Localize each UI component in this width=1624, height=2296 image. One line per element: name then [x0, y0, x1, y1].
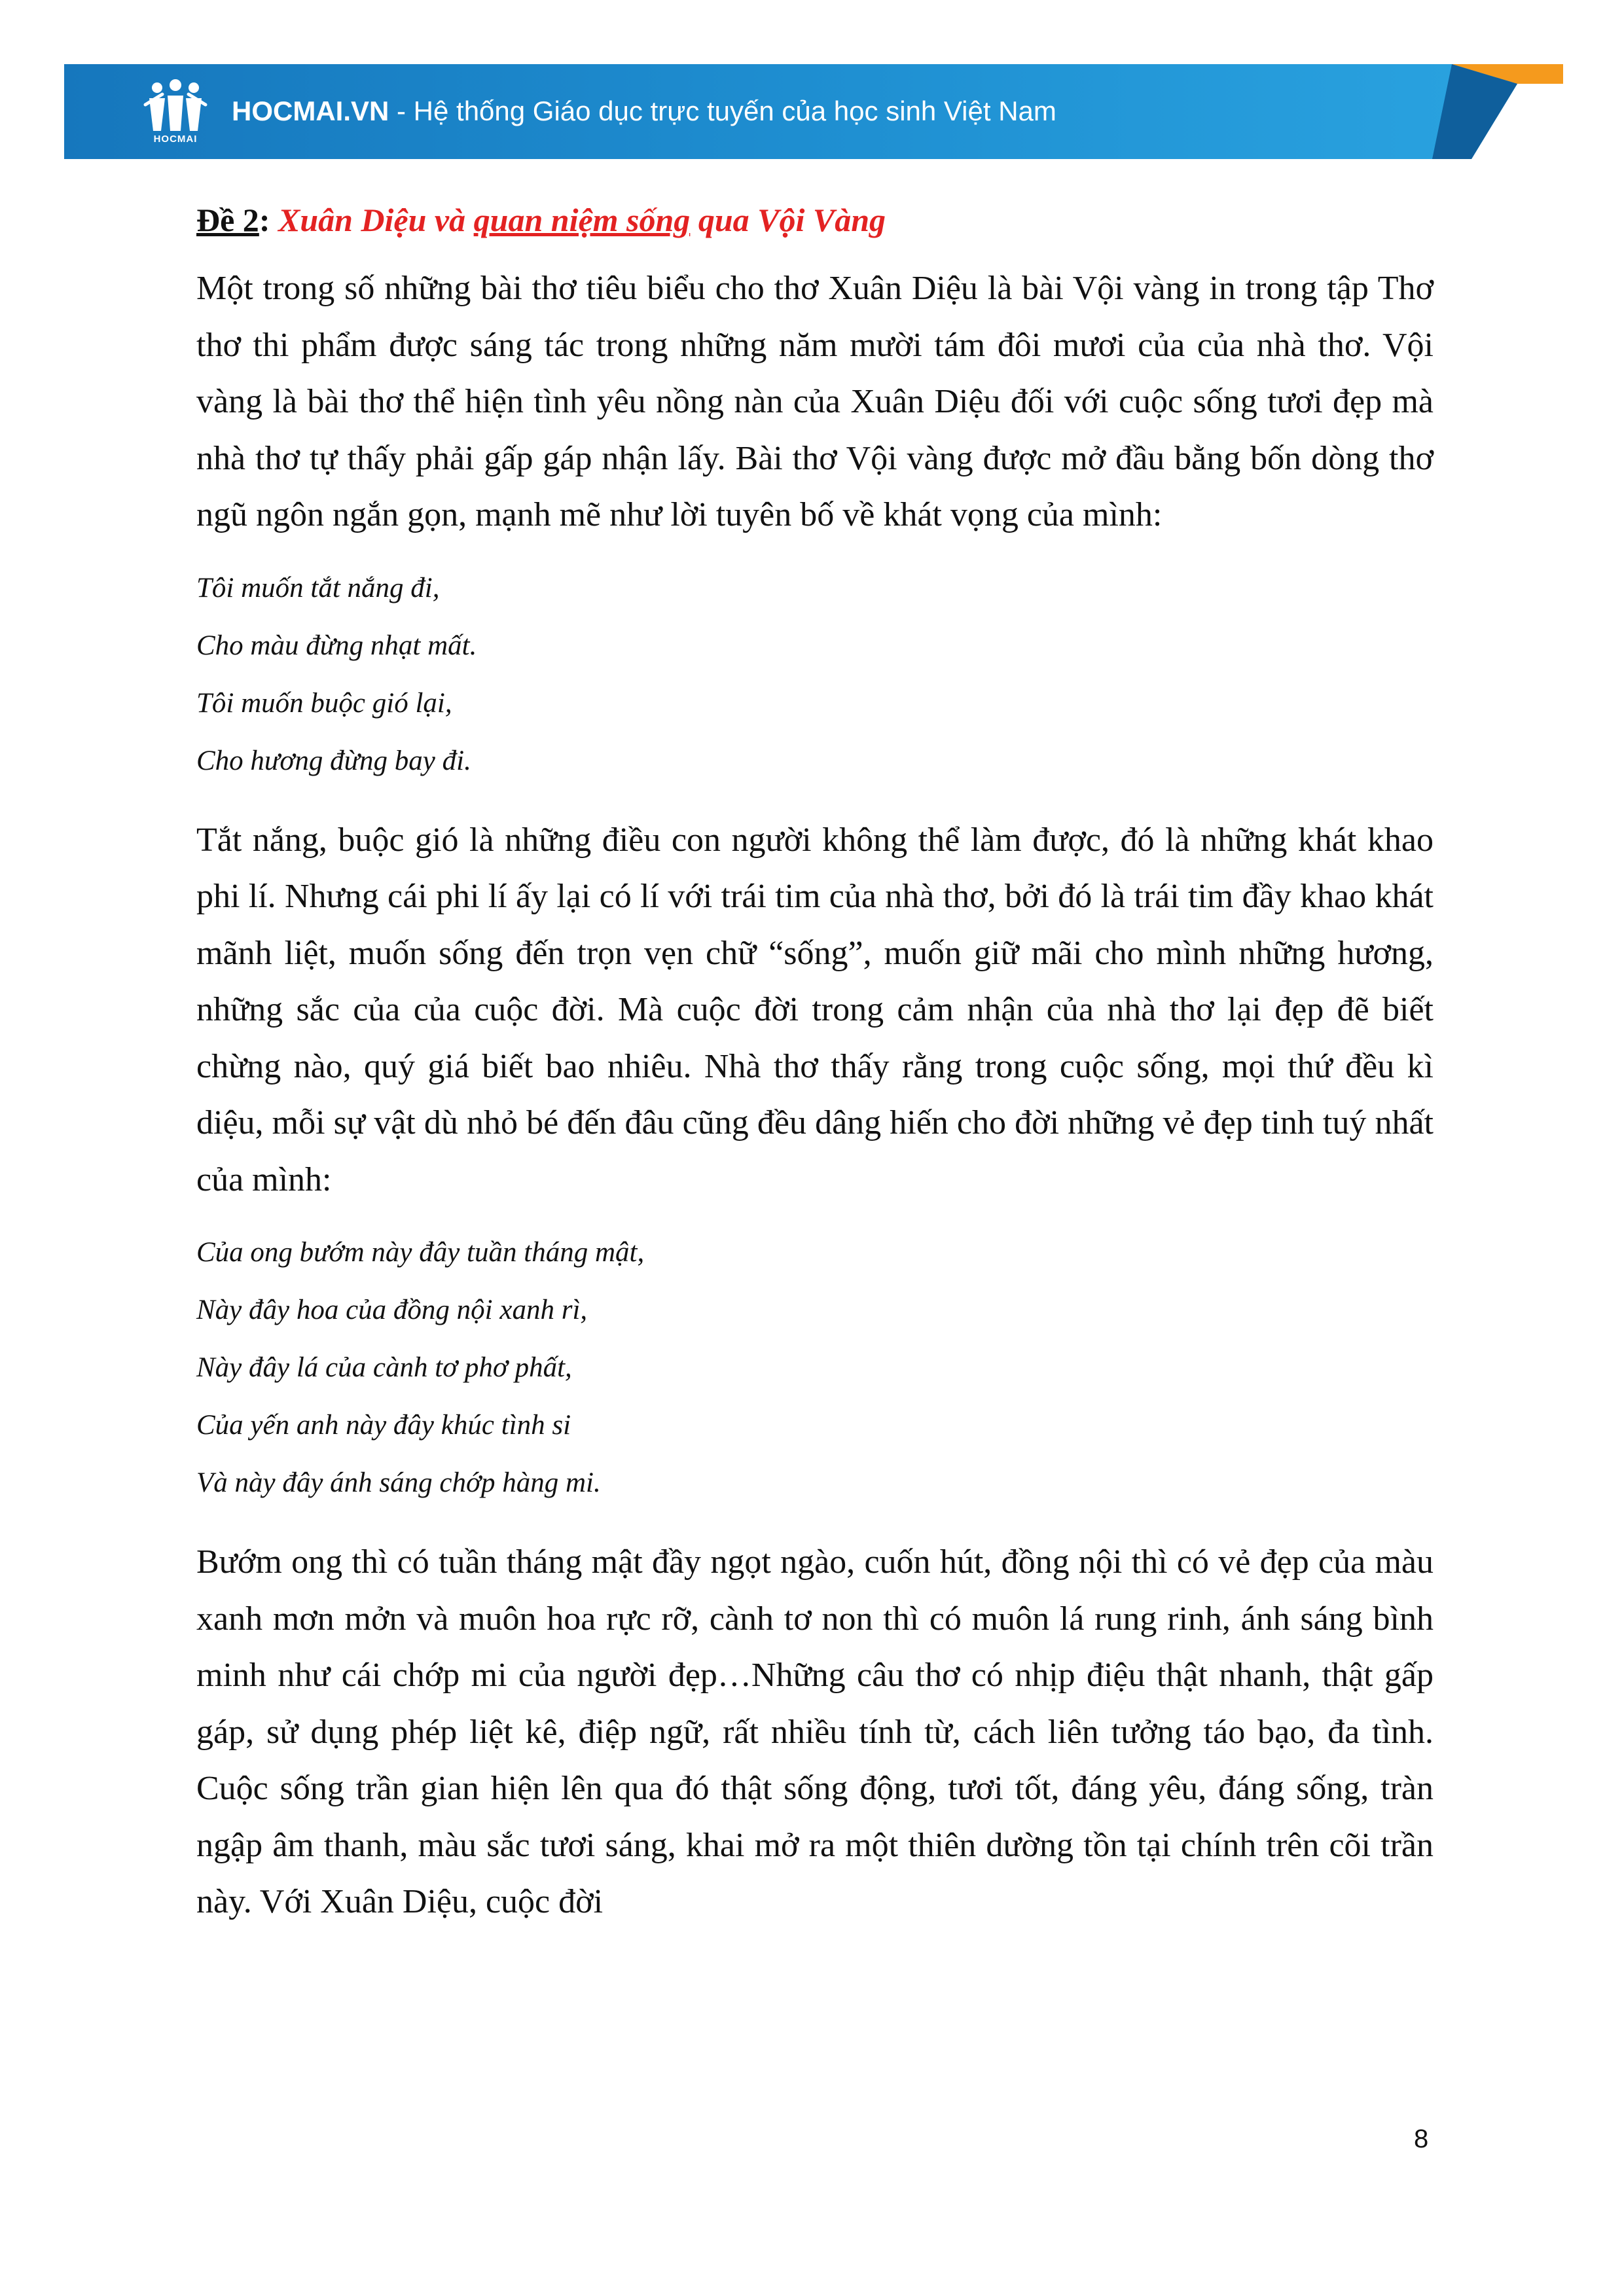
poem-line: Của yến anh này đây khúc tình si	[196, 1410, 571, 1441]
page-title	[196, 196, 1434, 243]
document-body	[196, 196, 1434, 1931]
banner-tagline: - Hệ thống Giáo dục trực tuyến của học sinh Việt Nam	[389, 96, 1056, 126]
poem-excerpt-2	[196, 1224, 1434, 1512]
poem-line: Này đây lá của cành tơ phơ phất,	[196, 1352, 572, 1383]
heading-title-underlined: quan niệm sống	[473, 202, 691, 238]
logo-figures-icon	[143, 79, 208, 134]
poem-line: Và này đây ánh sáng chớp hàng mi.	[196, 1467, 601, 1498]
poem-line: Cho hương đừng bay đi.	[196, 745, 471, 776]
poem-line: Tôi muốn tắt nắng đi,	[196, 572, 440, 603]
paragraph-3: Bướm ong thì có tuần tháng mật đầy ngọt ngào, cuốn hút, đồng nội thì có vẻ đẹp của màu xanh mơn mởn và muôn hoa rực rỡ, cành tơ non thì có muôn lá rung rinh, ánh sáng bình minh như cái chớp mi của người đẹp…Những câu thơ có nhịp điệu thật nhanh, thật gấp gáp, sử dụng phép liệt kê, điệp ngữ, rất nhiều tính từ, cách liên tưởng táo bạo, đa tình. Cuộc sống trần gian hiện lên qua đó thật sống động, tươi tốt, đáng yêu, đáng sống, tràn ngập âm thanh, màu sắc tươi sáng, khai mở ra một thiên dường tồn tại chính trên cõi trần này. Với Xuân Diệu, cuộc đời	[196, 1543, 1434, 1920]
poem-line: Tôi muốn buộc gió lại,	[196, 687, 452, 719]
hocmai-logo	[143, 79, 208, 149]
banner-title	[232, 96, 1056, 127]
heading-title-part2: qua Vội Vàng	[690, 202, 886, 238]
heading-label: Đề 2	[196, 202, 259, 238]
page-number: 8	[1414, 2125, 1429, 2153]
poem-line: Này đây hoa của đồng nội xanh rì,	[196, 1295, 588, 1325]
paragraph-2: Tắt nắng, buộc gió là những điều con người không thể làm được, đó là những khát khao phi lí. Nhưng cái phi lí ấy lại có lí với trái tim của nhà thơ, bởi đó là trái tim đầy khao khát mãnh liệt, muốn sống đến trọn vẹn chữ “sống”, muốn giữ mãi cho mình những hương, những sắc của của cuộc đời. Mà cuộc đời trong cảm nhận của nhà thơ lại đẹp đẽ biết chừng nào, quý giá biết bao nhiêu. Nhà thơ thấy rằng trong cuộc sống, mọi thứ đều kì diệu, mỗi sự vật dù nhỏ bé đến đâu cũng đều dâng hiến cho đời những vẻ đẹp tinh tuý nhất của mình:	[196, 821, 1434, 1198]
heading-title-part1: Xuân Diệu và	[278, 202, 474, 238]
header-banner	[64, 64, 1563, 162]
logo-text: HOCMAI	[153, 134, 198, 145]
poem-excerpt-1	[196, 560, 1434, 790]
brand-name: HOCMAI.VN	[232, 96, 389, 126]
heading-title	[278, 202, 886, 238]
heading-colon: :	[259, 202, 278, 238]
poem-line: Cho màu đừng nhạt mất.	[196, 630, 477, 661]
paragraph-1: Một trong số những bài thơ tiêu biểu cho thơ Xuân Diệu là bài Vội vàng in trong tập Thơ thơ thi phẩm được sáng tác trong những năm mười tám đôi mươi của của nhà thơ. Vội vàng là bài thơ thể hiện tình yêu nồng nàn của Xuân Diệu đối với cuộc sống tươi đẹp mà nhà thơ tự thấy phải gấp gáp nhận lấy. Bài thơ Vội vàng được mở đầu bằng bốn dòng thơ ngũ ngôn ngắn gọn, mạnh mẽ như lời tuyên bố về khát vọng của mình:	[196, 270, 1434, 533]
poem-line: Của ong bướm này đây tuần tháng mật,	[196, 1237, 645, 1268]
